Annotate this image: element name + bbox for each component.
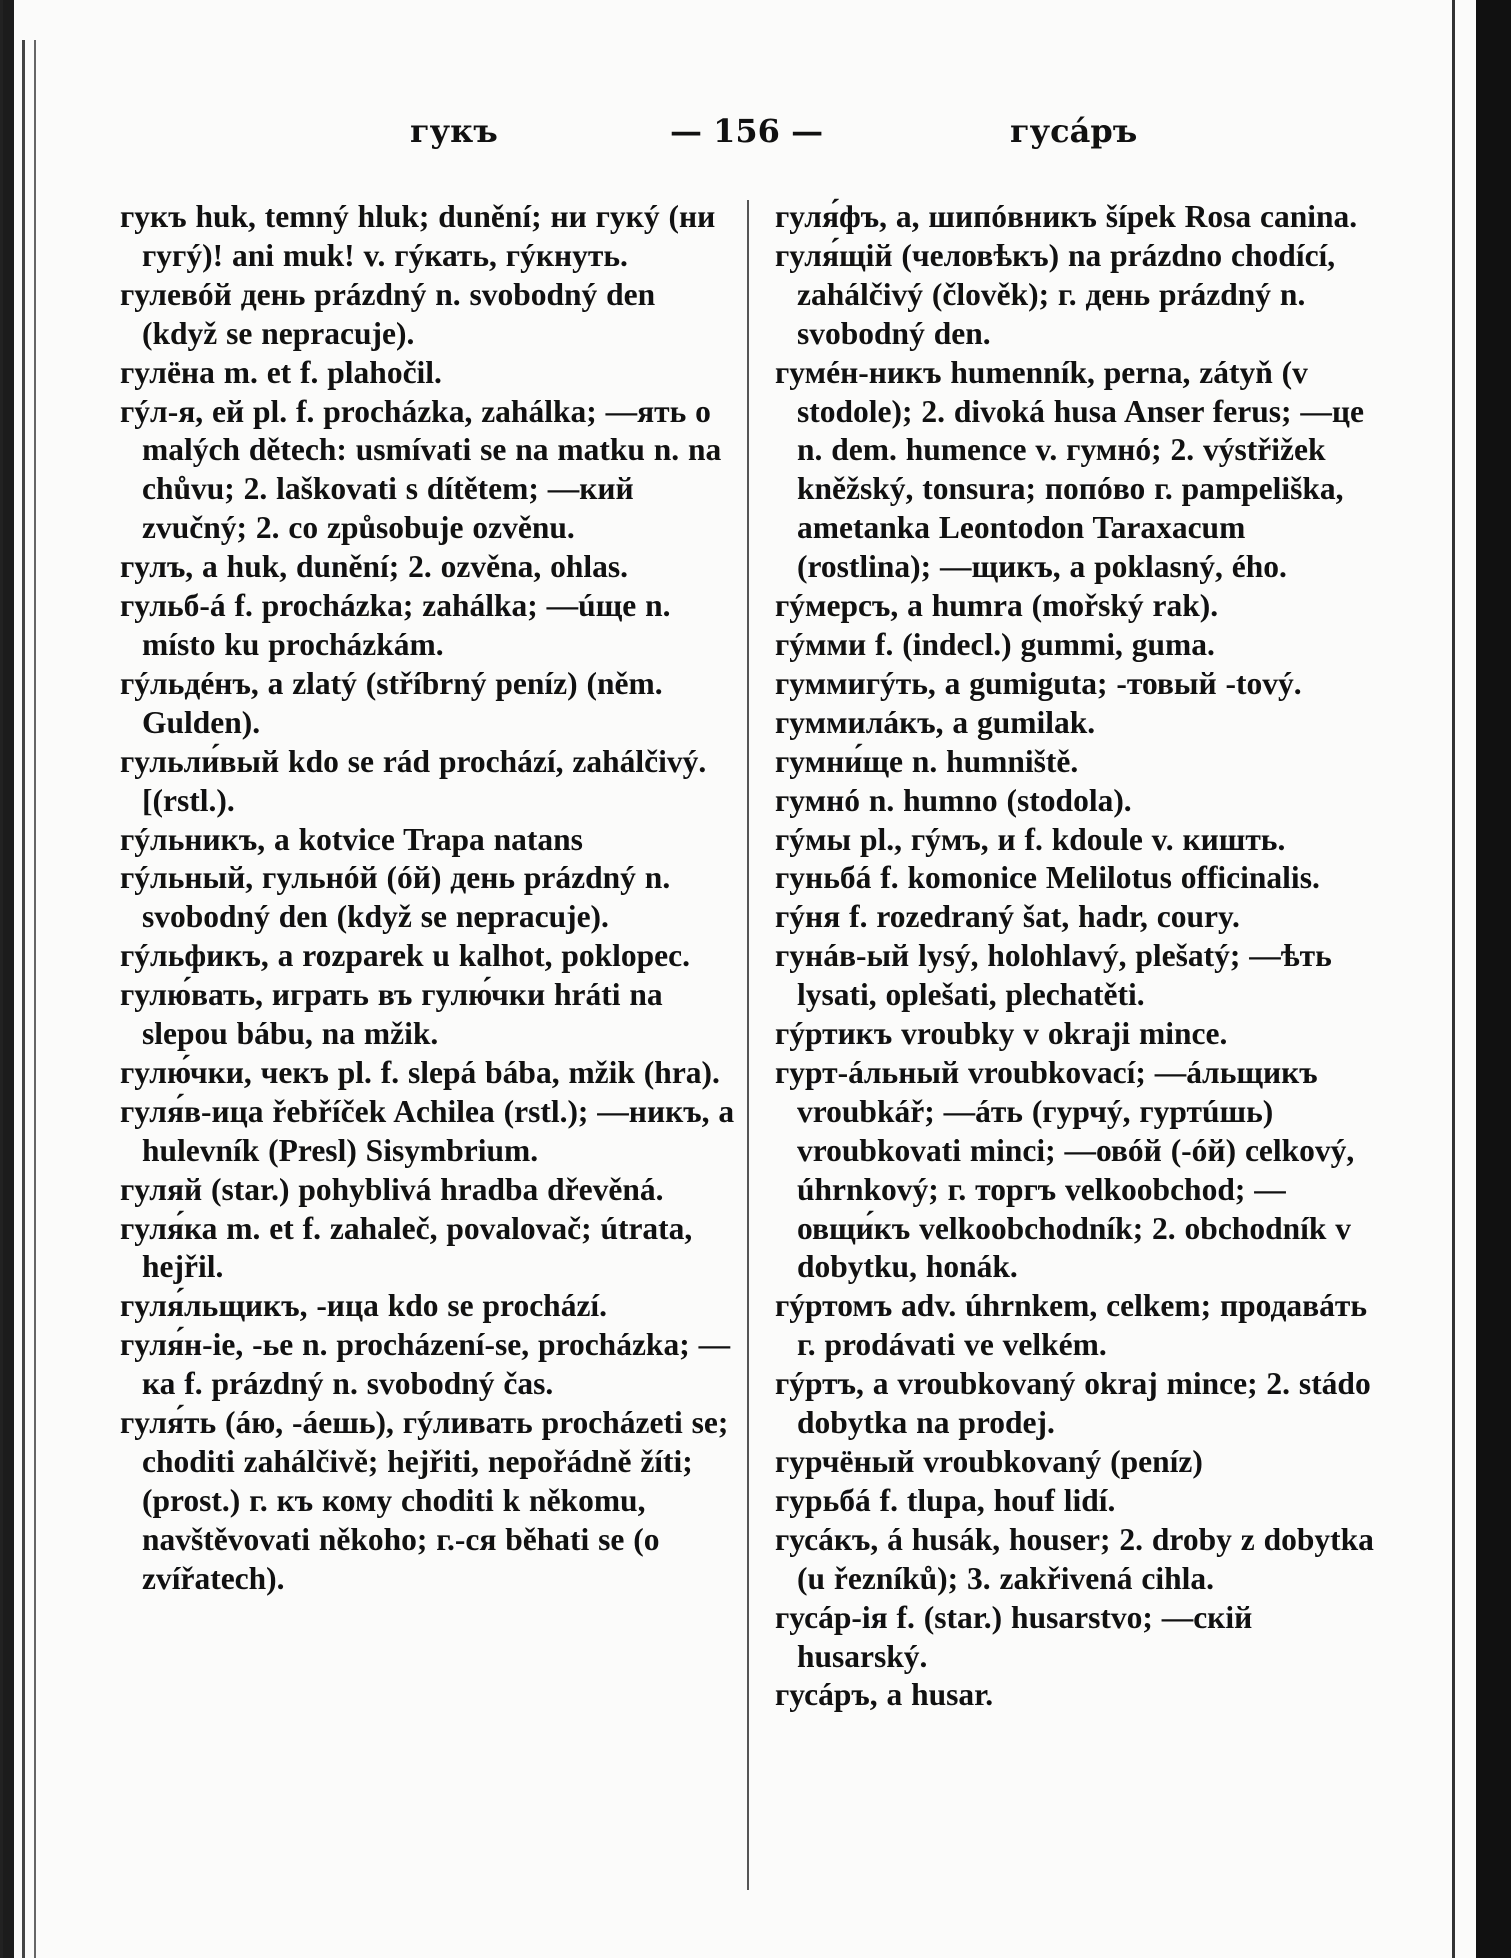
dictionary-entry: гýртикъ vroubky v okraji mince. xyxy=(775,1016,1228,1052)
dictionary-entry: гуньбá f. komonice Melilotus officinalis. xyxy=(775,860,1320,896)
left-column xyxy=(120,198,738,1599)
column-divider xyxy=(747,200,749,1890)
page-spine-edge xyxy=(34,40,36,1958)
dictionary-entry: гусáкъ, á husák, houser; 2. droby z dobytka (u řezníků); 3. zakřivená cihla. xyxy=(775,1521,1374,1596)
dictionary-entry: гурчёный vroubkovaný (peníz) xyxy=(775,1444,1203,1479)
dictionary-entry: гуля́льщикъ, -ица kdo se prochází. xyxy=(120,1288,608,1324)
dictionary-entry: гумнó n. humno (stodola). xyxy=(775,782,1132,818)
page-spine-edge xyxy=(0,0,3,1958)
dictionary-entry: гýльдéнъ, а zlatý (stříbrný peníz) (něm. Gulden). xyxy=(120,665,663,740)
dictionary-entry: гýльфикъ, а rozparek u kalhot, poklopec. xyxy=(120,938,690,974)
dictionary-entry: гуляй (star.) pohyblivá hradba dřevěná. xyxy=(120,1171,664,1207)
dictionary-entry: гульб-á f. procházka; zahálka; —úще n. místo ku procházkám. xyxy=(120,588,671,662)
dictionary-entry: гýртъ, а vroubkovaný okraj mince; 2. stádo dobytka na prodej. xyxy=(775,1366,1371,1441)
dictionary-entry: гуля́ть (áю, -áешь), гýливать procházeti se; choditi zahálčivě; hejřiti, nepořádně žíti; (prost.) г. къ кому choditi k někomu, navštěvovati někoho; г.-ся běhati se (o zvířatech). xyxy=(120,1405,729,1596)
dictionary-entry: гулъ, а huk, dunění; 2. ozvěna, ohlas. xyxy=(120,549,629,585)
dictionary-entry: гулёна m. et f. plahočil. xyxy=(120,354,442,390)
dictionary-entry: гуля́щій (человѣкъ) na prázdno chodící, zahálčivý (člověk); г. день prázdný n. svobodný den. xyxy=(775,237,1336,351)
dictionary-entry: гулю́вать, играть въ гулю́чки hráti na slepou bábu, na mžik. xyxy=(120,977,663,1052)
dictionary-entry: гýня f. rozedraný šat, hadr, coury. xyxy=(775,899,1240,935)
dictionary-entry: гуля́фъ, а, шипóвникъ šípek Rosa canina. xyxy=(775,199,1358,234)
dictionary-entry: гумни́ще n. humniště. xyxy=(775,743,1079,779)
dictionary-entry: гулю́чки, чекъ pl. f. slepá bába, mžik (hra). xyxy=(120,1054,720,1090)
dictionary-entry: гумéн-никъ humenník, perna, zátyň (v stodole); 2. divoká husa Anser ferus; —це n. dem. humence v. гумнó; 2. výstřižek kněžský, tonsura; попóво г. pampeliška, ametanka Leontodon Taraxacum (rostlina); —щикъ, а poklasný, ého. xyxy=(775,354,1364,585)
header-right-guideword: гусáръ xyxy=(1010,112,1138,150)
dictionary-entry: гульли́вый kdo se rád prochází, zahálčivý. [(rstl.). xyxy=(120,743,707,818)
page-header xyxy=(90,112,1420,162)
dictionary-entry: гýмы pl., гýмъ, и f. kdoule v. кишть. xyxy=(775,821,1286,857)
header-left-guideword: гукъ xyxy=(410,112,498,150)
dictionary-entry: гурьбá f. tlupa, houf lidí. xyxy=(775,1482,1116,1518)
dictionary-entry: гулевóй день prázdný n. svobodný den (když se nepracuje). xyxy=(120,276,656,351)
page-spine-edge xyxy=(22,40,25,1958)
dictionary-entry: гýльникъ, а kotvice Trapa natans xyxy=(120,821,583,857)
dictionary-entry: гýмми f. (indecl.) gummi, guma. xyxy=(775,626,1215,662)
dictionary-entry: гусáр-ія f. (star.) husarstvo; —скій husarský. xyxy=(775,1599,1253,1674)
dictionary-entry: гýмерсъ, а humra (mořský rak). xyxy=(775,588,1219,624)
right-column xyxy=(775,198,1383,1715)
page-edge-line xyxy=(1452,0,1455,1958)
dictionary-entry: гуммигýть, а gumiguta; -товый -tový. xyxy=(775,665,1302,701)
dictionary-entry: гýл-я, ей pl. f. procházka, zahálka; —ять o malých dětech: usmívati se na matku n. na chůvu; 2. laškovati s dítětem; —кий zvučný; 2. co způsobuje ozvěnu. xyxy=(120,393,722,546)
dictionary-entry: гуммилáкъ, а gumilak. xyxy=(775,704,1096,740)
dictionary-entry: гунáв-ый lysý, holohlavý, plešatý; —ѣть lysati, oplešati, plechatěti. xyxy=(775,938,1332,1013)
dictionary-entry: гýльный, гульнóй (óй) день prázdný n. svobodný den (když se nepracuje). xyxy=(120,860,671,935)
dictionary-entry: гуля́н-ie, -ье n. procházení-se, procházka; —ка f. prázdný n. svobodný čas. xyxy=(120,1327,731,1402)
dictionary-entry: гуля́ка m. et f. zahaleč, povalovač; útrata, hejřil. xyxy=(120,1210,693,1285)
dictionary-entry: гурт-áльный vroubkovací; —áльщикъ vroubkář; —áть (гурчý, гуртúшь) vroubkovati minci; —овóй (-óй) celkový, úhrnkový; г. торгъ velkoobchod; —овщи́къ velkoobchodník; 2. obchodník v dobytku, honák. xyxy=(775,1054,1355,1285)
dictionary-entry: гукъ huk, temný hluk; dunění; ни гукý (ни гугý)! ani muk! v. гýкать, гýкнуть. xyxy=(120,199,716,273)
scan-border xyxy=(1476,0,1511,1958)
dictionary-entry: гуля́в-ица řebříček Achilea (rstl.); —никъ, а hulevník (Presl) Sisymbrium. xyxy=(120,1093,735,1168)
dictionary-entry: гýртомъ adv. úhrnkem, celkem; продавáть г. prodávati ve velkém. xyxy=(775,1288,1368,1363)
page-number: — 156 — xyxy=(670,112,824,150)
dictionary-entry: гусáръ, а husar. xyxy=(775,1677,994,1713)
